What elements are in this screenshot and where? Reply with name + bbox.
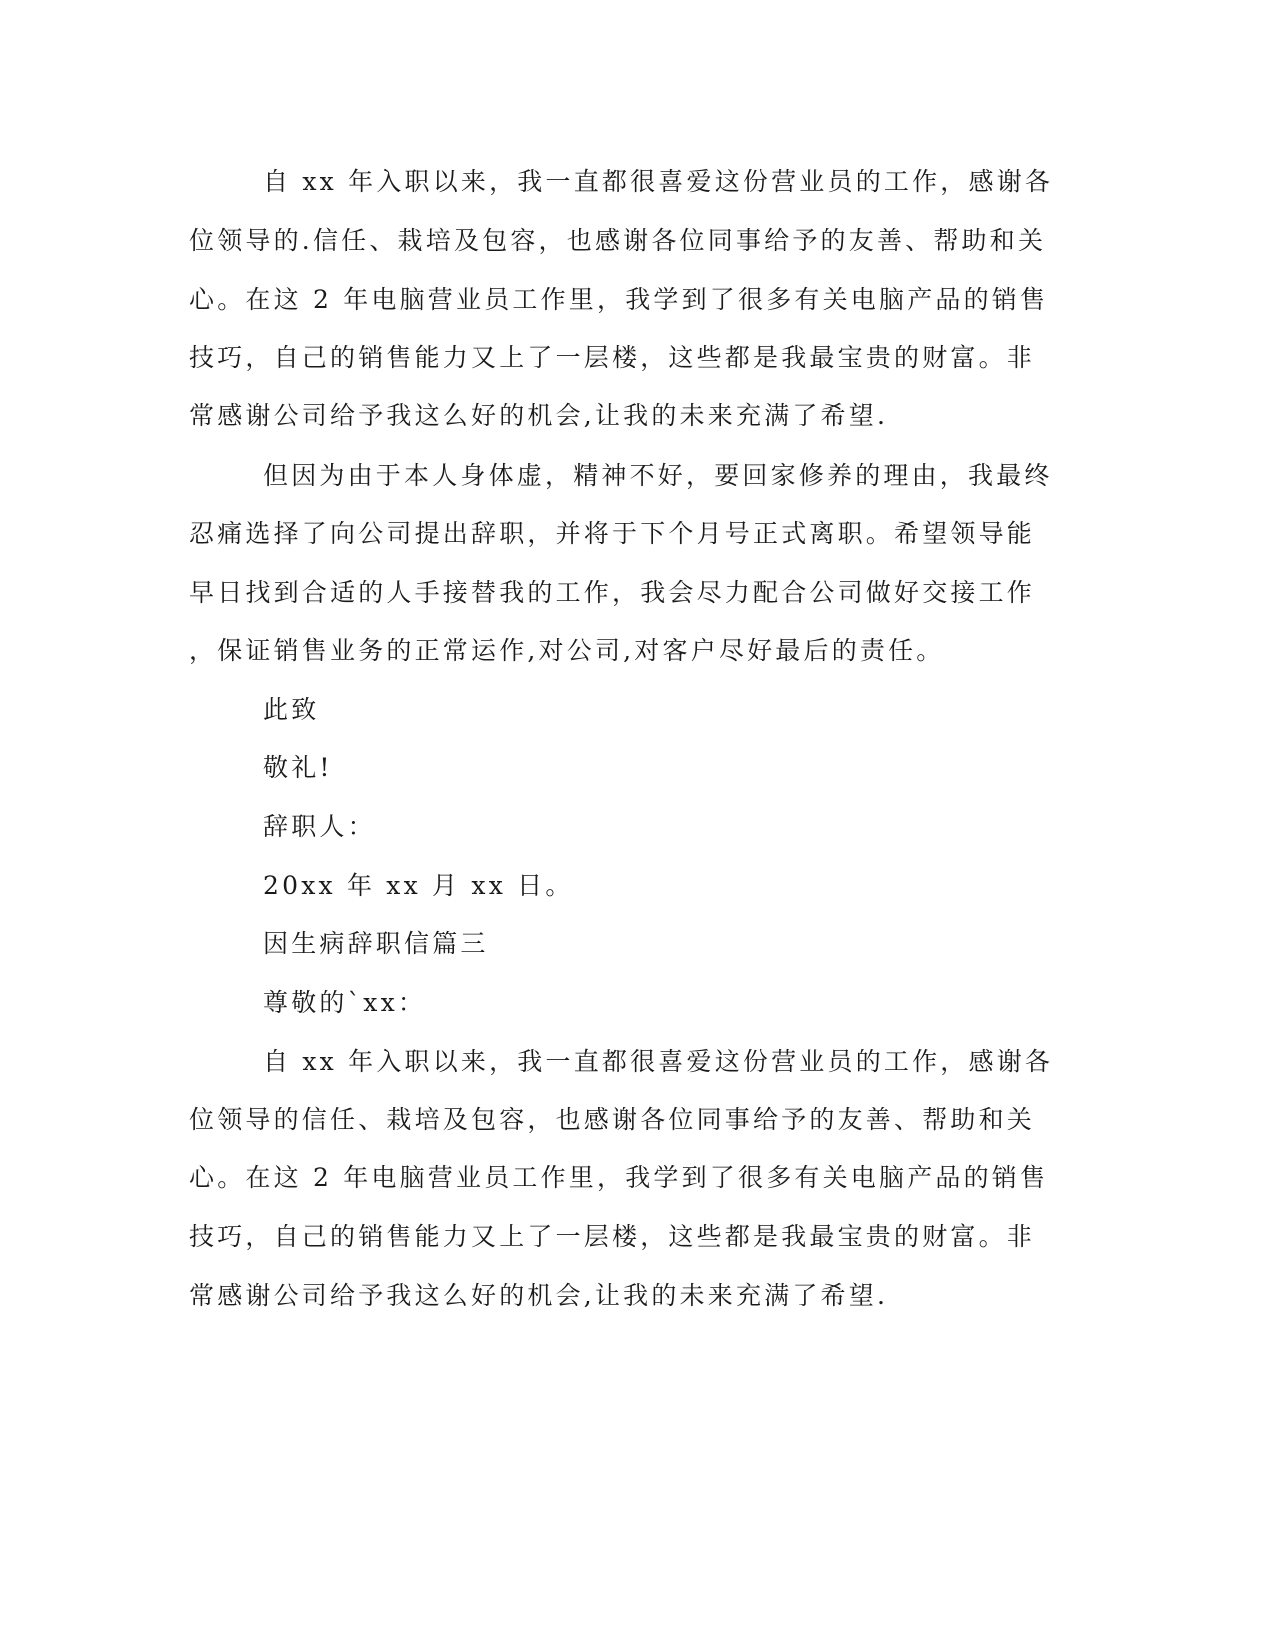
paragraph-3-line-2: 位领导的信任、栽培及包容，也感谢各位同事给予的友善、帮助和关 — [189, 1105, 1036, 1134]
paragraph-3-line-3: 心。在这 2 年电脑营业员工作里，我学到了很多有关电脑产品的销售 — [189, 1163, 1049, 1192]
paragraph-3-line-4: 技巧，自己的销售能力又上了一层楼，这些都是我最宝贵的财富。非 — [189, 1222, 1036, 1251]
section-heading: 因生病辞职信篇三 — [263, 929, 489, 958]
paragraph-2-line-4: ，保证销售业务的正常运作,对公司,对客户尽好最后的责任。 — [189, 636, 945, 665]
closing-salutation: 此致 — [263, 695, 320, 724]
paragraph-3-line-5: 常感谢公司给予我这么好的机会,让我的未来充满了希望. — [189, 1281, 889, 1310]
signature-label: 辞职人： — [263, 812, 376, 841]
greeting: 尊敬的`xx： — [263, 988, 427, 1017]
paragraph-1-line-3: 心。在这 2 年电脑营业员工作里，我学到了很多有关电脑产品的销售 — [189, 285, 1049, 314]
paragraph-3-line-1: 自 xx 年入职以来，我一直都很喜爱这份营业员的工作，感谢各 — [263, 1047, 1054, 1076]
closing-regards: 敬礼! — [263, 753, 333, 782]
paragraph-1-line-1: 自 xx 年入职以来，我一直都很喜爱这份营业员的工作，感谢各 — [263, 167, 1054, 196]
paragraph-2-line-3: 早日找到合适的人手接替我的工作，我会尽力配合公司做好交接工作 — [189, 578, 1036, 607]
paragraph-2-line-1: 但因为由于本人身体虚，精神不好，要回家修养的理由，我最终 — [263, 461, 1053, 490]
paragraph-2-line-2: 忍痛选择了向公司提出辞职，并将于下个月号正式离职。希望领导能 — [189, 519, 1036, 548]
paragraph-1-line-5: 常感谢公司给予我这么好的机会,让我的未来充满了希望. — [189, 401, 889, 430]
date-line: 20xx 年 xx 月 xx 日。 — [263, 871, 574, 900]
paragraph-1-line-4: 技巧，自己的销售能力又上了一层楼，这些都是我最宝贵的财富。非 — [189, 343, 1036, 372]
paragraph-1-line-2: 位领导的.信任、栽培及包容，也感谢各位同事给予的友善、帮助和关 — [189, 226, 1047, 255]
